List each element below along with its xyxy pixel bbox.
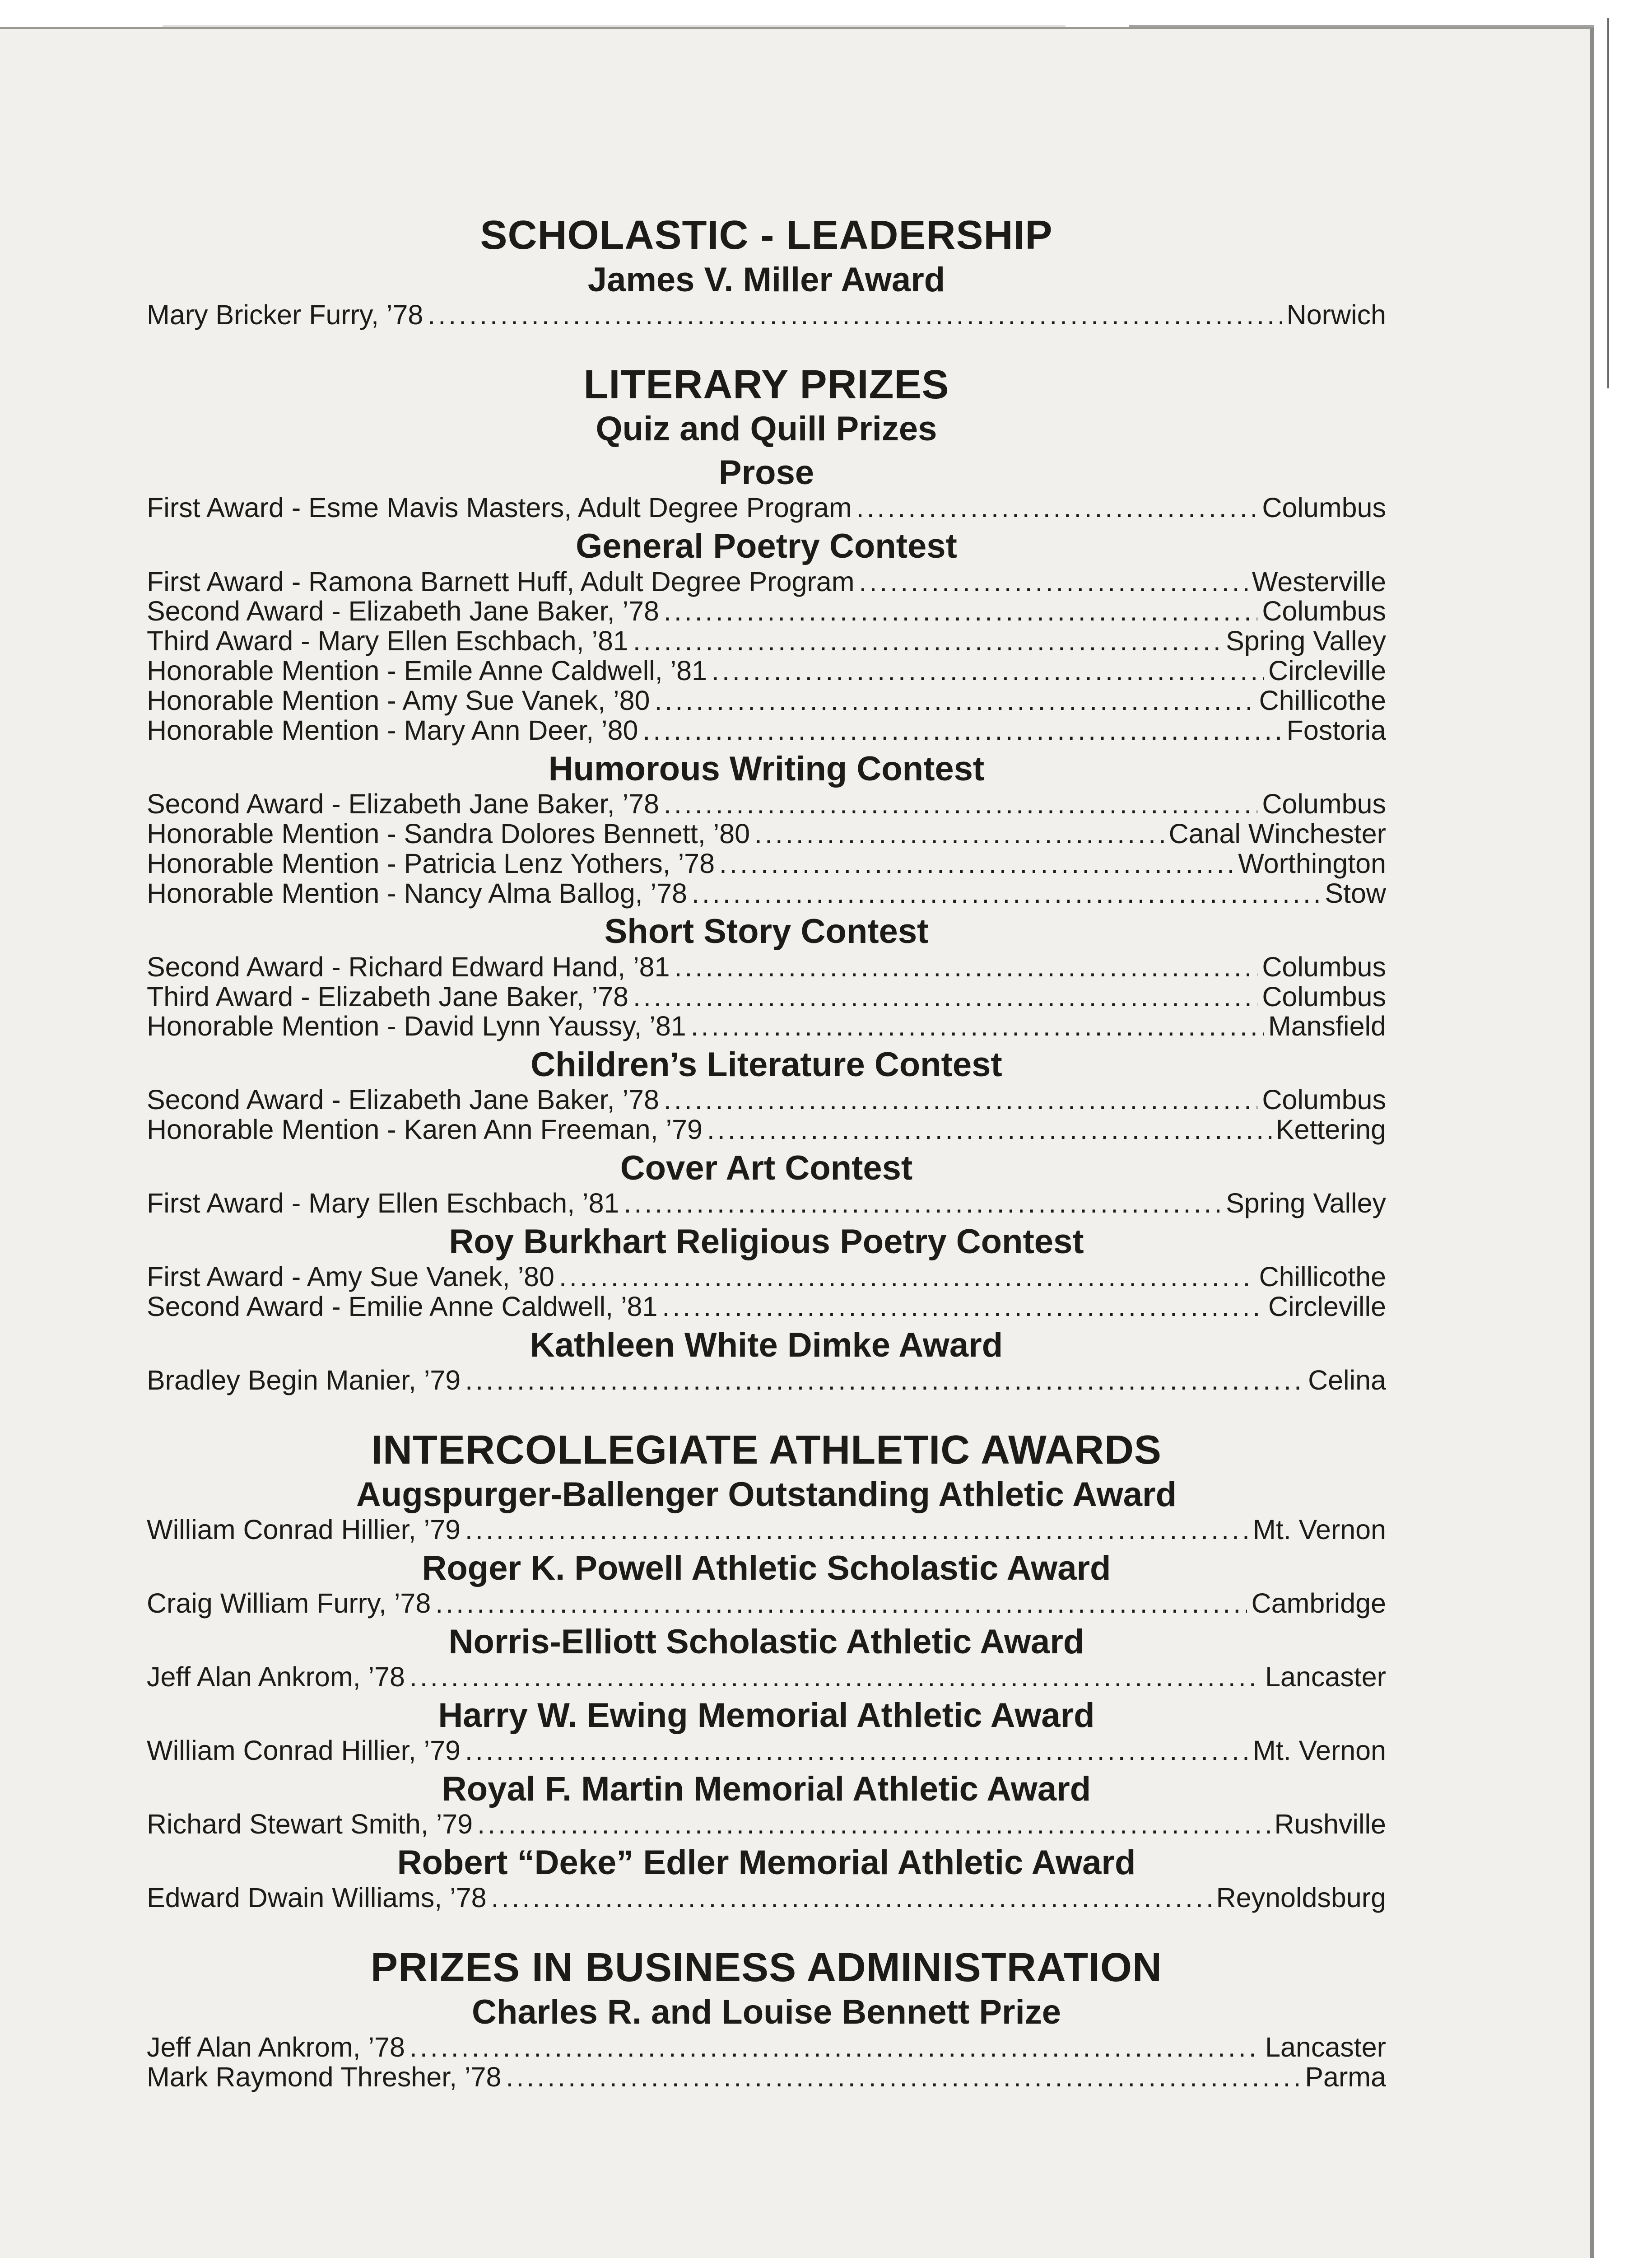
award-entry <box>147 1115 1386 1145</box>
recipient-name: Honorable Mention - Mary Ann Deer, ’80 <box>147 714 638 746</box>
award-heading: Royal F. Martin Memorial Athletic Award <box>442 1770 1091 1808</box>
dot-leader <box>654 686 1254 716</box>
award-heading: Humorous Writing Contest <box>548 749 985 788</box>
hometown: Columbus <box>1262 492 1386 523</box>
recipient-name: Second Award - Elizabeth Jane Baker, ’78 <box>147 596 659 627</box>
recipient-name: Second Award - Emilie Anne Caldwell, ’81 <box>147 1291 658 1322</box>
award-entry <box>147 1736 1386 1766</box>
award-entry <box>147 597 1386 626</box>
hometown: Parma <box>1305 2061 1386 2092</box>
award-entry <box>147 2062 1386 2092</box>
award-heading: General Poetry Contest <box>576 527 957 566</box>
recipient-name: First Award - Ramona Barnett Huff, Adult Degree Program <box>147 566 855 597</box>
award-heading: James V. Miller Award <box>587 260 945 299</box>
recipient-name: First Award - Mary Ellen Eschbach, ’81 <box>147 1188 619 1219</box>
recipient-name: Mark Raymond Thresher, ’78 <box>147 2061 502 2092</box>
award-entry <box>147 1189 1386 1218</box>
hometown: Worthington <box>1238 848 1386 879</box>
hometown: Columbus <box>1262 981 1386 1012</box>
award-entry <box>147 567 1386 597</box>
dot-leader <box>662 1292 1264 1322</box>
hometown: Chillicothe <box>1259 1261 1386 1292</box>
dot-leader <box>707 1115 1271 1145</box>
hometown: Circleville <box>1268 1291 1386 1322</box>
section-heading: SCHOLASTIC - LEADERSHIP <box>480 213 1053 258</box>
award-entry <box>147 2033 1386 2062</box>
award-entry <box>147 1883 1386 1913</box>
award-heading: Short Story Contest <box>604 912 929 951</box>
recipient-name: Jeff Alan Ankrom, ’78 <box>147 1661 405 1693</box>
award-entry <box>147 493 1386 523</box>
recipient-name: Jeff Alan Ankrom, ’78 <box>147 2031 405 2062</box>
recipient-name: Honorable Mention - Emile Anne Caldwell, ’81 <box>147 655 707 686</box>
hometown: Mansfield <box>1268 1011 1386 1042</box>
hometown: Columbus <box>1262 596 1386 627</box>
award-entry <box>147 626 1386 656</box>
award-entry <box>147 819 1386 849</box>
recipient-name: Honorable Mention - Nancy Alma Ballog, ’78 <box>147 877 687 909</box>
recipient-name: Second Award - Elizabeth Jane Baker, ’78 <box>147 788 659 819</box>
hometown: Spring Valley <box>1226 625 1386 657</box>
hometown: Lancaster <box>1265 1661 1386 1693</box>
award-entry <box>147 1662 1386 1692</box>
dot-leader <box>624 1189 1221 1218</box>
award-entry <box>147 952 1386 982</box>
dot-leader <box>633 626 1221 656</box>
hometown: Celina <box>1308 1365 1386 1396</box>
recipient-name: William Conrad Hillier, ’79 <box>147 1514 461 1545</box>
award-entry <box>147 982 1386 1012</box>
hometown: Columbus <box>1262 788 1386 819</box>
award-entry <box>147 1589 1386 1619</box>
dot-leader <box>410 1662 1261 1692</box>
dot-leader <box>691 1012 1264 1041</box>
award-entry <box>147 1292 1386 1322</box>
dot-leader <box>692 879 1320 909</box>
hometown: Westerville <box>1252 566 1386 597</box>
binding-edge <box>1607 18 1609 388</box>
recipient-name: William Conrad Hillier, ’79 <box>147 1735 461 1766</box>
section-heading: PRIZES IN BUSINESS ADMINISTRATION <box>370 1945 1163 1991</box>
recipient-name: Bradley Begin Manier, ’79 <box>147 1365 461 1396</box>
hometown: Canal Winchester <box>1168 818 1386 849</box>
hometown: Columbus <box>1262 951 1386 982</box>
dot-leader <box>642 716 1282 746</box>
hometown: Lancaster <box>1265 2031 1386 2062</box>
recipient-name: Edward Dwain Williams, ’78 <box>147 1882 487 1913</box>
recipient-name: Second Award - Richard Edward Hand, ’81 <box>147 951 670 982</box>
recipient-name: First Award - Esme Mavis Masters, Adult Degree Program <box>147 492 852 523</box>
hometown: Mt. Vernon <box>1253 1735 1386 1766</box>
dot-leader <box>664 789 1258 819</box>
dot-leader <box>859 567 1247 597</box>
hometown: Cambridge <box>1251 1588 1386 1619</box>
award-heading: Augspurger-Ballenger Outstanding Athletic Award <box>356 1475 1177 1514</box>
award-entry <box>147 1515 1386 1545</box>
dot-leader <box>675 952 1258 982</box>
award-heading: Prose <box>718 453 814 492</box>
hometown: Rushville <box>1274 1809 1386 1840</box>
dot-leader <box>428 300 1282 330</box>
recipient-name: Mary Bricker Furry, ’78 <box>147 299 423 330</box>
dot-leader <box>465 1366 1303 1395</box>
award-heading: Roy Burkhart Religious Poetry Contest <box>449 1222 1084 1261</box>
top-fold-line <box>1129 25 1594 27</box>
awards-program-page <box>147 212 1386 2258</box>
dot-leader <box>410 2033 1261 2062</box>
section-heading: LITERARY PRIZES <box>583 362 949 407</box>
hometown: Mt. Vernon <box>1253 1514 1386 1545</box>
dot-leader <box>559 1262 1255 1292</box>
hometown: Reynoldsburg <box>1216 1882 1386 1913</box>
recipient-name: Honorable Mention - Sandra Dolores Bennett, ’80 <box>147 818 750 849</box>
page-margin <box>1594 0 1652 2258</box>
hometown: Columbus <box>1262 1084 1386 1115</box>
hometown: Norwich <box>1286 299 1386 330</box>
dot-leader <box>435 1589 1247 1619</box>
hometown: Fostoria <box>1286 714 1386 746</box>
award-entry <box>147 1366 1386 1395</box>
recipient-name: Third Award - Mary Ellen Eschbach, ’81 <box>147 625 628 657</box>
dot-leader <box>719 849 1233 879</box>
recipient-name: Third Award - Elizabeth Jane Baker, ’78 <box>147 981 628 1012</box>
award-heading: Kathleen White Dimke Award <box>530 1326 1003 1365</box>
dot-leader <box>664 1085 1258 1115</box>
award-heading: Quiz and Quill Prizes <box>596 410 937 448</box>
award-entry <box>147 879 1386 909</box>
dot-leader <box>712 656 1264 686</box>
dot-leader <box>754 819 1164 849</box>
top-fold-line <box>163 25 1066 27</box>
recipient-name: Honorable Mention - Patricia Lenz Yothers, ’78 <box>147 848 715 879</box>
recipient-name: Honorable Mention - David Lynn Yaussy, ’81 <box>147 1011 686 1042</box>
award-heading: Harry W. Ewing Memorial Athletic Award <box>438 1696 1095 1735</box>
award-entry <box>147 849 1386 879</box>
award-entry <box>147 300 1386 330</box>
award-heading: Roger K. Powell Athletic Scholastic Award <box>422 1549 1111 1587</box>
hometown: Circleville <box>1268 655 1386 686</box>
award-entry <box>147 1012 1386 1041</box>
recipient-name: Richard Stewart Smith, ’79 <box>147 1809 473 1840</box>
dot-leader <box>856 493 1258 523</box>
dot-leader <box>506 2062 1300 2092</box>
hometown: Chillicothe <box>1259 685 1386 716</box>
award-heading: Cover Art Contest <box>620 1149 913 1188</box>
recipient-name: First Award - Amy Sue Vanek, ’80 <box>147 1261 554 1292</box>
hometown: Kettering <box>1275 1114 1386 1145</box>
dot-leader <box>465 1736 1248 1766</box>
award-heading: Robert “Deke” Edler Memorial Athletic Award <box>397 1843 1136 1882</box>
dot-leader <box>633 982 1257 1012</box>
hometown: Spring Valley <box>1226 1188 1386 1219</box>
dot-leader <box>664 597 1258 626</box>
award-entry <box>147 789 1386 819</box>
dot-leader <box>465 1515 1248 1545</box>
award-entry <box>147 1262 1386 1292</box>
award-entry <box>147 656 1386 686</box>
section-heading: INTERCOLLEGIATE ATHLETIC AWARDS <box>371 1428 1162 1473</box>
award-heading: Children’s Literature Contest <box>531 1045 1002 1084</box>
hometown: Stow <box>1325 877 1386 909</box>
award-heading: Norris-Elliott Scholastic Athletic Award <box>448 1622 1084 1661</box>
recipient-name: Craig William Furry, ’78 <box>147 1588 431 1619</box>
recipient-name: Honorable Mention - Karen Ann Freeman, ’79 <box>147 1114 703 1145</box>
award-heading: Charles R. and Louise Bennett Prize <box>472 1992 1061 2031</box>
recipient-name: Second Award - Elizabeth Jane Baker, ’78 <box>147 1084 659 1115</box>
dot-leader <box>477 1810 1270 1839</box>
award-entry <box>147 686 1386 716</box>
award-entry <box>147 1810 1386 1839</box>
recipient-name: Honorable Mention - Amy Sue Vanek, ’80 <box>147 685 650 716</box>
award-entry <box>147 716 1386 746</box>
award-entry <box>147 1085 1386 1115</box>
dot-leader <box>491 1883 1212 1913</box>
